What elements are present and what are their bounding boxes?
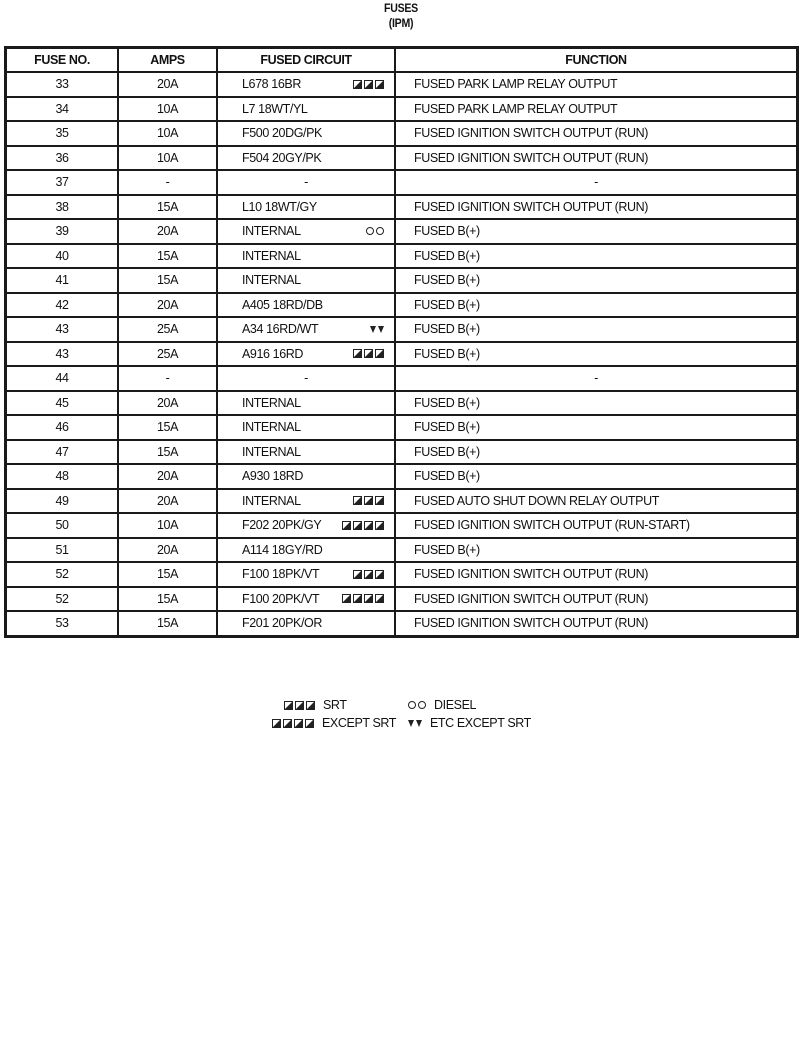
fused-circuit-cell	[217, 415, 395, 440]
table-row	[6, 317, 798, 342]
fuse-number: 40	[6, 244, 119, 269]
etc-symbol-icon	[408, 720, 422, 727]
fuse-function-cell	[395, 121, 798, 146]
fuse-amps: -	[118, 170, 217, 195]
fuse-amps: 25A	[118, 317, 217, 342]
fuse-amps: 15A	[118, 244, 217, 269]
table-header-row	[6, 48, 798, 73]
fuse-amps: 20A	[118, 489, 217, 514]
fuse-number: 43	[6, 342, 119, 367]
fuse-number: 52	[6, 562, 119, 587]
fuse-amps: -	[118, 366, 217, 391]
fuse-function-cell	[395, 72, 798, 97]
table-row	[6, 268, 798, 293]
fused-circuit-cell	[217, 219, 395, 244]
fuse-function: FUSED B(+)	[414, 469, 480, 484]
table-row	[6, 244, 798, 269]
fused-circuit: INTERNAL	[242, 444, 301, 459]
fused-circuit-cell	[217, 489, 395, 514]
table-row	[6, 72, 798, 97]
fuse-number: 45	[6, 391, 119, 416]
srt-symbol-icon	[353, 570, 384, 579]
fused-circuit-cell	[217, 97, 395, 122]
fuse-function-cell	[395, 244, 798, 269]
legend-label-etc: ETC EXCEPT SRT	[430, 716, 531, 730]
fuse-function: FUSED PARK LAMP RELAY OUTPUT	[414, 101, 618, 116]
fused-circuit: L10 18WT/GY	[242, 199, 317, 214]
fuse-number: 44	[6, 366, 119, 391]
table-row	[6, 415, 798, 440]
table-row	[6, 121, 798, 146]
fuse-function-cell	[395, 513, 798, 538]
fuse-function-cell	[395, 342, 798, 367]
fuse-function: FUSED B(+)	[414, 346, 480, 361]
fused-circuit: INTERNAL	[242, 395, 301, 410]
table-row	[6, 366, 798, 391]
legend-label-except-srt: EXCEPT SRT	[322, 716, 397, 730]
fused-circuit: A930 18RD	[242, 469, 304, 484]
legend-item-except-srt	[272, 716, 396, 730]
fuse-function-cell	[395, 489, 798, 514]
srt-symbol-icon	[353, 349, 384, 358]
fused-circuit: F100 20PK/VT	[242, 591, 320, 606]
fuse-table	[4, 46, 799, 638]
fuse-function-cell	[395, 587, 798, 612]
fuse-function: FUSED PARK LAMP RELAY OUTPUT	[414, 77, 618, 92]
fuse-amps: 15A	[118, 562, 217, 587]
fuse-table-body	[6, 72, 798, 636]
fused-circuit: -	[217, 366, 395, 391]
fuse-number: 37	[6, 170, 119, 195]
fuse-function: FUSED IGNITION SWITCH OUTPUT (RUN)	[414, 126, 649, 141]
etc-symbol-icon	[370, 326, 384, 333]
except-srt-symbol-icon	[342, 521, 384, 530]
fuse-amps: 20A	[118, 72, 217, 97]
fuse-amps: 15A	[118, 440, 217, 465]
fused-circuit: A34 16RD/WT	[242, 322, 319, 337]
fuse-function-cell	[395, 97, 798, 122]
fused-circuit-cell	[217, 146, 395, 171]
fuse-amps: 20A	[118, 464, 217, 489]
fused-circuit-cell	[217, 244, 395, 269]
fuse-function-cell	[395, 195, 798, 220]
fuse-function-cell	[395, 464, 798, 489]
table-row	[6, 611, 798, 636]
fuse-function: FUSED B(+)	[414, 444, 480, 459]
table-row	[6, 342, 798, 367]
legend-label-diesel: DIESEL	[434, 698, 477, 712]
table-row	[6, 513, 798, 538]
fuse-function: FUSED IGNITION SWITCH OUTPUT (RUN)	[414, 199, 649, 214]
fused-circuit: F202 20PK/GY	[242, 518, 322, 533]
fuse-function: FUSED B(+)	[414, 395, 480, 410]
fuse-amps: 15A	[118, 611, 217, 636]
fuse-number: 51	[6, 538, 119, 563]
fused-circuit: INTERNAL	[242, 248, 301, 263]
except-srt-symbol-icon	[272, 719, 314, 728]
fuse-number: 48	[6, 464, 119, 489]
legend-item-diesel	[408, 698, 476, 712]
page-subtitle: (IPM)	[388, 16, 414, 30]
fuse-function: FUSED B(+)	[414, 322, 480, 337]
fuse-function: FUSED B(+)	[414, 273, 480, 288]
column-header-amps: AMPS	[118, 48, 217, 73]
fuse-number: 41	[6, 268, 119, 293]
fuse-number: 47	[6, 440, 119, 465]
fused-circuit-cell	[217, 391, 395, 416]
fuse-function-cell	[395, 538, 798, 563]
fuse-number: 38	[6, 195, 119, 220]
fused-circuit-cell	[217, 440, 395, 465]
table-row	[6, 464, 798, 489]
fused-circuit: A114 18GY/RD	[242, 542, 323, 557]
table-row	[6, 391, 798, 416]
fuse-function-cell	[395, 293, 798, 318]
fuse-number: 36	[6, 146, 119, 171]
fused-circuit: L678 16BR	[242, 77, 301, 92]
fused-circuit-cell	[217, 464, 395, 489]
fused-circuit-cell	[217, 538, 395, 563]
fused-circuit-cell	[217, 121, 395, 146]
fused-circuit: A916 16RD	[242, 346, 304, 361]
fuse-number: 52	[6, 587, 119, 612]
fuse-number: 42	[6, 293, 119, 318]
fuse-function: FUSED AUTO SHUT DOWN RELAY OUTPUT	[414, 493, 659, 508]
fuse-function-cell	[395, 415, 798, 440]
fused-circuit: F100 18PK/VT	[242, 567, 320, 582]
fused-circuit: INTERNAL	[242, 273, 301, 288]
fuse-amps: 20A	[118, 538, 217, 563]
table-row	[6, 562, 798, 587]
diesel-symbol-icon	[408, 701, 426, 709]
fuse-function-cell	[395, 562, 798, 587]
fused-circuit: F500 20DG/PK	[242, 126, 322, 141]
fuse-amps: 20A	[118, 293, 217, 318]
srt-symbol-icon	[353, 496, 384, 505]
except-srt-symbol-icon	[342, 594, 384, 603]
fuse-function: FUSED B(+)	[414, 542, 480, 557]
fuse-amps: 10A	[118, 121, 217, 146]
legend-item-etc	[408, 716, 531, 730]
fuse-number: 43	[6, 317, 119, 342]
fuse-function: FUSED IGNITION SWITCH OUTPUT (RUN)	[414, 616, 649, 631]
fuse-amps: 10A	[118, 513, 217, 538]
fuse-amps: 15A	[118, 587, 217, 612]
fuse-function-cell	[395, 317, 798, 342]
fuse-amps: 20A	[118, 219, 217, 244]
table-row	[6, 97, 798, 122]
column-header-fuse-no: FUSE NO.	[6, 48, 119, 73]
fuse-function: FUSED B(+)	[414, 248, 480, 263]
fuse-amps: 15A	[118, 268, 217, 293]
fused-circuit-cell	[217, 268, 395, 293]
fused-circuit-cell	[217, 513, 395, 538]
fuse-function: FUSED B(+)	[414, 297, 480, 312]
fuse-function-cell	[395, 219, 798, 244]
fuse-number: 49	[6, 489, 119, 514]
fuse-amps: 10A	[118, 146, 217, 171]
fuse-number: 35	[6, 121, 119, 146]
fuse-function-cell	[395, 391, 798, 416]
diesel-symbol-icon	[366, 227, 384, 235]
fused-circuit-cell	[217, 342, 395, 367]
fuse-function: FUSED IGNITION SWITCH OUTPUT (RUN)	[414, 567, 649, 582]
fused-circuit-cell	[217, 562, 395, 587]
table-row	[6, 195, 798, 220]
fuse-amps: 20A	[118, 391, 217, 416]
table-row	[6, 538, 798, 563]
fused-circuit-cell	[217, 72, 395, 97]
fused-circuit-cell	[217, 317, 395, 342]
fused-circuit: INTERNAL	[242, 420, 301, 435]
fused-circuit: L7 18WT/YL	[242, 101, 308, 116]
fuse-number: 50	[6, 513, 119, 538]
fused-circuit: INTERNAL	[242, 493, 301, 508]
fused-circuit: A405 18RD/DB	[242, 297, 323, 312]
fuse-function-cell	[395, 440, 798, 465]
fused-circuit-cell	[217, 195, 395, 220]
table-row	[6, 146, 798, 171]
fused-circuit: -	[217, 170, 395, 195]
fused-circuit-cell	[217, 587, 395, 612]
fused-circuit-cell	[217, 611, 395, 636]
table-row	[6, 440, 798, 465]
fuse-function: -	[395, 170, 798, 195]
fused-circuit: F504 20GY/PK	[242, 150, 322, 165]
table-row	[6, 293, 798, 318]
legend-label-srt: SRT	[323, 698, 347, 712]
fuse-function-cell	[395, 611, 798, 636]
fuse-function: FUSED B(+)	[414, 224, 480, 239]
fuse-amps: 15A	[118, 415, 217, 440]
page-title: FUSES	[384, 1, 418, 15]
fuse-number: 34	[6, 97, 119, 122]
legend-item-srt	[284, 698, 347, 712]
fused-circuit: F201 20PK/OR	[242, 616, 322, 631]
fuse-function-cell	[395, 146, 798, 171]
fuse-number: 53	[6, 611, 119, 636]
fuse-function-cell	[395, 268, 798, 293]
table-row	[6, 587, 798, 612]
fuse-function: FUSED B(+)	[414, 420, 480, 435]
fuse-number: 39	[6, 219, 119, 244]
fuse-function: FUSED IGNITION SWITCH OUTPUT (RUN)	[414, 591, 649, 606]
table-row	[6, 170, 798, 195]
fused-circuit-cell	[217, 293, 395, 318]
srt-symbol-icon	[284, 701, 315, 710]
fuse-amps: 15A	[118, 195, 217, 220]
column-header-fused-circuit: FUSED CIRCUIT	[217, 48, 395, 73]
fuse-function: FUSED IGNITION SWITCH OUTPUT (RUN)	[414, 150, 649, 165]
fuse-number: 33	[6, 72, 119, 97]
fuse-function: -	[395, 366, 798, 391]
fused-circuit: INTERNAL	[242, 224, 301, 239]
fuse-amps: 10A	[118, 97, 217, 122]
fuse-number: 46	[6, 415, 119, 440]
column-header-function: FUNCTION	[395, 48, 798, 73]
fuse-amps: 25A	[118, 342, 217, 367]
table-row	[6, 489, 798, 514]
table-row	[6, 219, 798, 244]
fuse-function: FUSED IGNITION SWITCH OUTPUT (RUN-START)	[414, 518, 690, 533]
srt-symbol-icon	[353, 80, 384, 89]
